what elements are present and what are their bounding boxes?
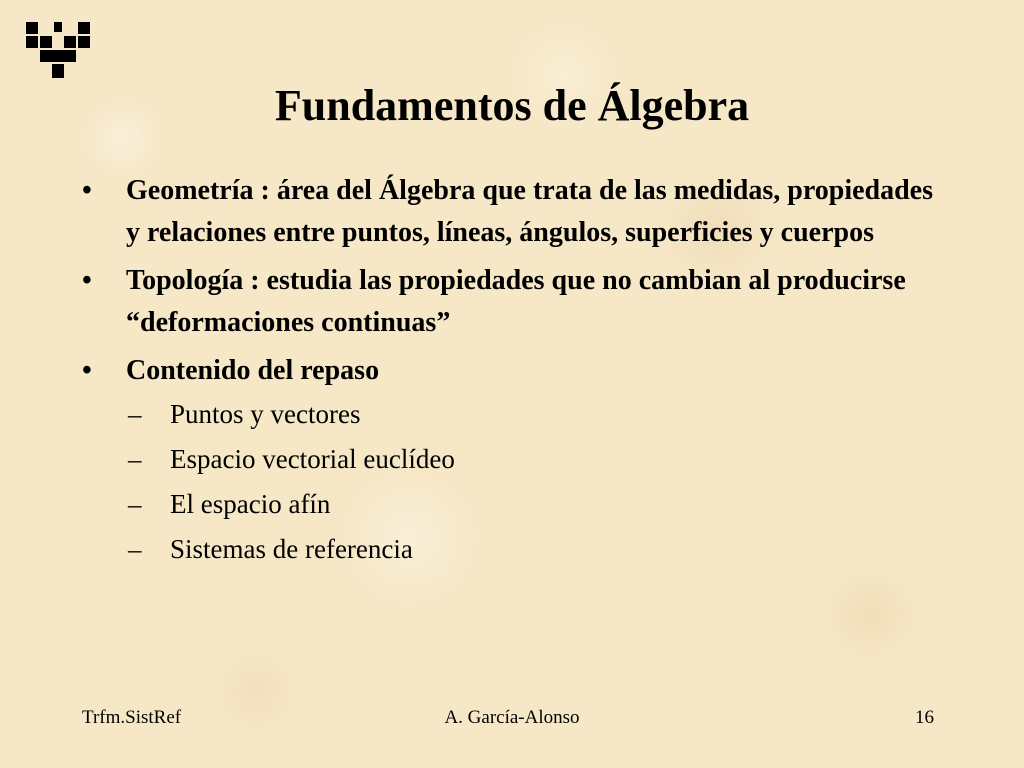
dash-marker: – (128, 444, 142, 474)
bullet-marker: • (82, 355, 92, 386)
bullet-item (82, 350, 952, 392)
footer-author: A. García-Alonso (444, 707, 580, 728)
bullet-marker: • (82, 175, 92, 206)
sub-item-text: El espacio afín (170, 489, 331, 519)
university-logo-icon (24, 20, 92, 80)
footer-course-code: Trfm.SistRef (82, 707, 182, 728)
slide-title: Fundamentos de Álgebra (274, 81, 750, 130)
sub-item-text: Puntos y vectores (170, 399, 361, 429)
slide-content (82, 170, 952, 572)
bullet-marker: • (82, 265, 92, 296)
bullet-text-topologia: Topología : estudia las propiedades que no cambian al producirse “deformaciones continuas” (126, 265, 906, 338)
sub-list-item (128, 437, 952, 482)
sub-list-item (128, 527, 952, 572)
sub-item-text: Espacio vectorial euclídeo (170, 444, 455, 474)
dash-marker: – (128, 534, 142, 564)
sub-item-text: Sistemas de referencia (170, 534, 413, 564)
dash-marker: – (128, 399, 142, 429)
bullet-text-contenido: Contenido del repaso (126, 355, 380, 386)
bullet-item (82, 260, 952, 344)
dash-marker: – (128, 489, 142, 519)
sub-list-item (128, 482, 952, 527)
bullet-text-geometria: Geometría : área del Álgebra que trata de las medidas, propiedades y relaciones entre puntos, líneas, ángulos, superficies y cuerpos (126, 175, 934, 248)
footer-page-number: 16 (915, 707, 934, 728)
sub-list (128, 392, 952, 572)
sub-list-item (128, 392, 952, 437)
bullet-item (82, 170, 952, 254)
